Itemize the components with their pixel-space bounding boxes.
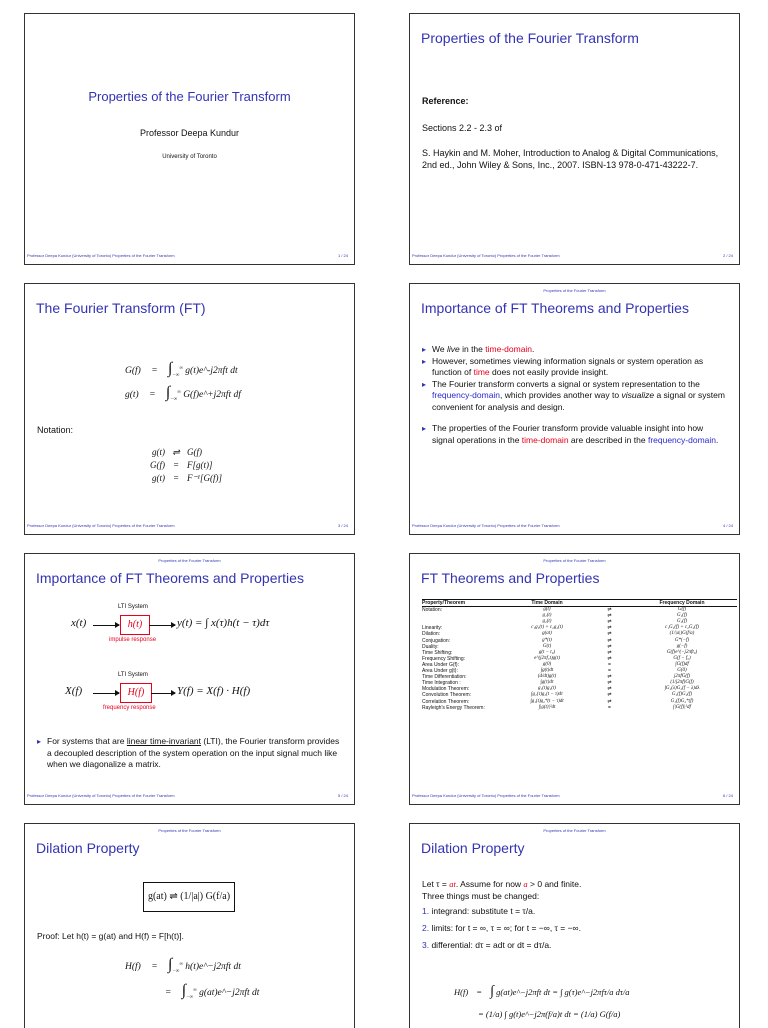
- table-cell: ∫g₁(t)g₂*(t − τ)dt: [530, 698, 564, 704]
- running-title: Properties of the Fourier Transform: [158, 558, 221, 563]
- table-cell: g(at): [542, 631, 552, 637]
- frame-title: Dilation Property: [421, 840, 525, 856]
- bullet-item: ▸ We live in the time-domain.: [422, 344, 725, 356]
- footer-text: Professor Deepa Kundur (University of Toronto) Properties of the Fourier Transform: [27, 253, 175, 258]
- table-cell: G₁(f)G₂*(f): [670, 698, 694, 704]
- slide-institution: University of Toronto: [162, 154, 217, 160]
- table-cell: =: [608, 704, 611, 711]
- slide-footer: [27, 523, 348, 528]
- table-cell: ∫|G(f)|²df: [673, 704, 691, 710]
- table-cell: ∫|g(t)|²dt: [538, 704, 556, 710]
- table-cell: Time Integration :: [422, 680, 461, 687]
- eq2-lhs: g(t): [125, 390, 139, 400]
- frame-title: Importance of FT Theorems and Properties: [421, 300, 689, 316]
- slide-footer: [27, 253, 348, 258]
- table-cell: ⇌: [607, 607, 612, 614]
- table-cell: Conjugation:: [422, 637, 451, 644]
- table-cell: G₂(f): [676, 619, 688, 625]
- frame-title: FT Theorems and Properties: [421, 570, 600, 586]
- table-cell: Convolution Theorem:: [422, 692, 472, 699]
- table-cell: ⇌: [607, 655, 612, 662]
- slide-reference: [409, 13, 740, 265]
- table-cell: ⇌: [607, 625, 612, 632]
- three-things: Three things must be changed:: [422, 891, 540, 901]
- slide-footer: [412, 793, 733, 798]
- table-cell: Area Under g(t):: [422, 668, 458, 675]
- table-cell: (1/|a|)G(f/a): [669, 631, 695, 637]
- lti-system-label: LTI System: [118, 604, 148, 610]
- slide-footer: [412, 523, 733, 528]
- bullet-item: ▸ The Fourier transform converts a signal or system representation to the frequency-domain, which provides another way to visualize a signal or system convenient for analysis and design.: [422, 379, 725, 414]
- column-header: Frequency Domain: [627, 600, 737, 607]
- table-cell: Frequency Shifting:: [422, 655, 466, 662]
- slide-main-title: Properties of the Fourier Transform: [88, 89, 291, 104]
- bullet-item: ▸ For systems that are linear time-invariant (LTI), the Fourier transform provides a decoupled description of the system operation on the input signal much like when we diagonalize a matrix.: [37, 736, 340, 771]
- slide-dilation-derivation: [409, 823, 740, 1028]
- page-number: 3 / 24: [337, 523, 348, 528]
- numbered-item: 2. limits: for t = ∞, τ = ∞; for t = −∞, τ = −∞.: [422, 923, 581, 933]
- table-cell: ⇌: [607, 674, 612, 681]
- column-header: Property/Theorem: [422, 600, 502, 607]
- table-cell: ⇌: [607, 619, 612, 626]
- numbered-item: 3. differential: dτ = adt or dt = dτ/a.: [422, 940, 552, 950]
- proof-line-2: = $\int_{-\infty}^\infty$ g(at)e^−j2πft dt: [165, 982, 260, 1000]
- table-cell: ∫g₁(τ)g₂(t − τ)dτ: [531, 692, 563, 698]
- table-cell: g₁(t)g₂(t): [538, 686, 556, 692]
- table-cell: =: [608, 661, 611, 668]
- eq2-rhs: G(f)e^+j2πft df: [183, 390, 241, 400]
- input-spectrum: X(f): [65, 685, 83, 697]
- proof-statement: Proof: Let h(t) = g(at) and H(f) = F[h(t)].: [37, 931, 184, 941]
- impulse-response-label: impulse response: [109, 637, 157, 643]
- table-row: [422, 705, 737, 711]
- slide-dilation-proof: [24, 823, 355, 1028]
- page-number: 6 / 24: [722, 793, 733, 798]
- slide-fourier-transform: [24, 283, 355, 535]
- page-number: 2 / 24: [722, 253, 733, 258]
- table-cell: ⇌: [607, 631, 612, 638]
- slide-lti-systems: [24, 553, 355, 805]
- output-convolution: y(t) = ∫ x(τ)h(t − τ)dτ: [177, 617, 270, 629]
- table-cell: ⇌: [607, 686, 612, 693]
- table-cell: Rayleigh's Energy Theorem:: [422, 704, 485, 711]
- notation-row: g(t) ⇌ G(f): [152, 447, 202, 457]
- column-header: Time Domain: [502, 600, 592, 607]
- bullet-item: ▸ However, sometimes viewing information signals or system operation as function of time does not easily provide insight.: [422, 356, 725, 379]
- table-cell: ∫G(f)df: [675, 661, 689, 667]
- output-product: Y(f) = X(f) · H(f): [177, 685, 251, 697]
- table-cell: Area Under G(f):: [422, 661, 459, 668]
- slide-ft-theorems: [409, 553, 740, 805]
- table-cell: G(0): [677, 668, 687, 674]
- table-cell: g(0): [542, 661, 552, 667]
- arrow-icon: [93, 693, 119, 694]
- frame-title: Importance of FT Theorems and Properties: [36, 570, 304, 586]
- reference-heading: Reference:: [422, 96, 469, 106]
- arrow-icon: [93, 625, 119, 626]
- derivation-line-2: = (1/a) ∫ g(t)e^−j2π(f/a)t dt = (1/a) G(f/a): [478, 1009, 621, 1019]
- derivation-line-1: H(f) = ∫ g(at)e^−j2πft dt = ∫ g(τ)e^−j2πfτ/a dτ/a: [454, 984, 630, 999]
- table-cell: g₁(t): [542, 613, 552, 619]
- footer-text: Professor Deepa Kundur (University of Toronto) Properties of the Fourier Transform: [27, 523, 175, 528]
- table-cell: g₂(t): [542, 619, 552, 625]
- frequency-response-label: frequency response: [103, 705, 156, 711]
- frequency-response-box: H(f): [120, 683, 152, 703]
- equation-inverse: $g(t) = \int_{-\infty}^\infty$ G(f)e^+j2πft df: [125, 384, 241, 402]
- table-cell: Dilation:: [422, 631, 441, 638]
- notation-row: g(t) = F⁻¹[G(f)]: [152, 473, 222, 483]
- footer-text: Professor Deepa Kundur (University of Toronto) Properties of the Fourier Transform: [412, 793, 560, 798]
- table-cell: ⇌: [607, 680, 612, 687]
- dilation-boxed-equation: g(at) ⇌ (1/|a|) G(f/a): [143, 882, 235, 912]
- table-cell: G(f)e^(−j2πft₀): [666, 649, 698, 655]
- table-cell: Time Shifting:: [422, 649, 453, 656]
- table-cell: g(t − t₀): [538, 649, 556, 655]
- footer-text: Professor Deepa Kundur (University of Toronto) Properties of the Fourier Transform: [412, 523, 560, 528]
- table-cell: (d/dt)g(t): [537, 674, 557, 680]
- table-cell: ⇌: [607, 637, 612, 644]
- slide-footer: [27, 793, 348, 798]
- table-cell: ∫g(τ)dτ: [540, 680, 554, 686]
- bullet-item: ▸ The properties of the Fourier transform provide valuable insight into how signal operations in the time-domain are described in the frequency-domain.: [422, 423, 725, 446]
- table-cell: Time Differentiation:: [422, 674, 467, 681]
- slide-importance: [409, 283, 740, 535]
- notation-label: Notation:: [37, 425, 74, 435]
- reference-sections: Sections 2.2 - 2.3 of: [422, 123, 503, 133]
- impulse-response-box: h(t): [120, 615, 150, 635]
- table-header-row: [422, 600, 737, 607]
- footer-text: Professor Deepa Kundur (University of Toronto) Properties of the Fourier Transform: [412, 253, 560, 258]
- table-cell: ⇌: [607, 649, 612, 656]
- frame-title: The Fourier Transform (FT): [36, 300, 206, 316]
- table-cell: (1/j2πf)G(f): [670, 680, 694, 686]
- eq1-rhs: g(t)e^-j2πft dt: [185, 366, 238, 376]
- frame-title: Properties of the Fourier Transform: [421, 30, 639, 46]
- numbered-item: 1. integrand: substitute t = τ/a.: [422, 906, 536, 916]
- frame-title: Dilation Property: [36, 840, 140, 856]
- table-cell: e^(j2πf꜀t)g(t): [534, 655, 560, 661]
- table-cell: Notation:: [422, 607, 443, 614]
- equation-forward: $G(f) = \int_{-\infty}^\infty$ g(t)e^-j2πft dt: [125, 360, 238, 378]
- running-title: Properties of the Fourier Transform: [543, 828, 606, 833]
- slide-title: [24, 13, 355, 265]
- arrow-icon: [151, 693, 175, 694]
- proof-line-1: $H(f) = \int_{-\infty}^\infty$ h(t)e^−j2πft dt: [125, 956, 241, 974]
- table-cell: g(t): [543, 607, 551, 613]
- table-cell: g(−f): [676, 643, 688, 649]
- table-cell: G*(−f): [674, 637, 690, 643]
- footer-text: Professor Deepa Kundur (University of Toronto) Properties of the Fourier Transform: [27, 793, 175, 798]
- table-cell: c₁g₁(t) + c₂g₂(t): [531, 625, 563, 631]
- slide-footer: [412, 253, 733, 258]
- bullet-list: [422, 344, 725, 446]
- table-cell: G(t): [542, 643, 552, 649]
- running-title: Properties of the Fourier Transform: [158, 828, 221, 833]
- table-cell: j2πfG(f): [673, 674, 691, 680]
- table-cell: g*(t): [542, 637, 552, 643]
- running-title: Properties of the Fourier Transform: [543, 288, 606, 293]
- table-cell: ⇌: [607, 692, 612, 699]
- table-cell: Duality:: [422, 643, 439, 650]
- table-cell: ∫G₁(λ)G₂(f − λ)dλ: [664, 686, 700, 692]
- eq1-lhs: G(f): [125, 366, 141, 376]
- table-cell: ⇌: [607, 613, 612, 620]
- table-cell: G₁(f)G₂(f): [671, 692, 693, 698]
- table-cell: G₁(f): [676, 613, 688, 619]
- column-header: [592, 600, 627, 607]
- page-number: 5 / 24: [337, 793, 348, 798]
- let-statement: Let τ = at. Assume for now a > 0 and finite.: [422, 879, 582, 889]
- page-number: 4 / 24: [722, 523, 733, 528]
- table-cell: c₁G₁(f) + c₂G₂(f): [665, 625, 699, 631]
- table-cell: ∫g(t)dt: [540, 668, 554, 674]
- notation-row: G(f) = F[g(t)]: [150, 460, 213, 470]
- reference-citation: S. Haykin and M. Moher, Introduction to Analog & Digital Communications, 2nd ed., John Wiley & Sons, Inc., 2007. ISBN-13 978-0-471-43222-7.: [422, 148, 719, 170]
- theorems-table: [422, 599, 737, 711]
- table-cell: Modulation Theorem:: [422, 686, 470, 693]
- table-cell: G(f): [677, 607, 687, 613]
- table-cell: Correlation Theorem:: [422, 698, 470, 705]
- table-cell: =: [608, 668, 611, 675]
- arrow-icon: [149, 625, 175, 626]
- table-cell: Linearity:: [422, 625, 443, 632]
- input-signal: x(t): [71, 617, 87, 629]
- table-cell: ⇌: [607, 643, 612, 650]
- lti-system-label: LTI System: [118, 672, 148, 678]
- running-title: Properties of the Fourier Transform: [543, 558, 606, 563]
- page-number: 1 / 24: [337, 253, 348, 258]
- bullet-list: [37, 736, 340, 771]
- table-row: [422, 607, 737, 614]
- table-cell: ⇌: [607, 698, 612, 705]
- table-cell: G(f − f꜀): [673, 655, 691, 661]
- slide-author: Professor Deepa Kundur: [139, 128, 240, 138]
